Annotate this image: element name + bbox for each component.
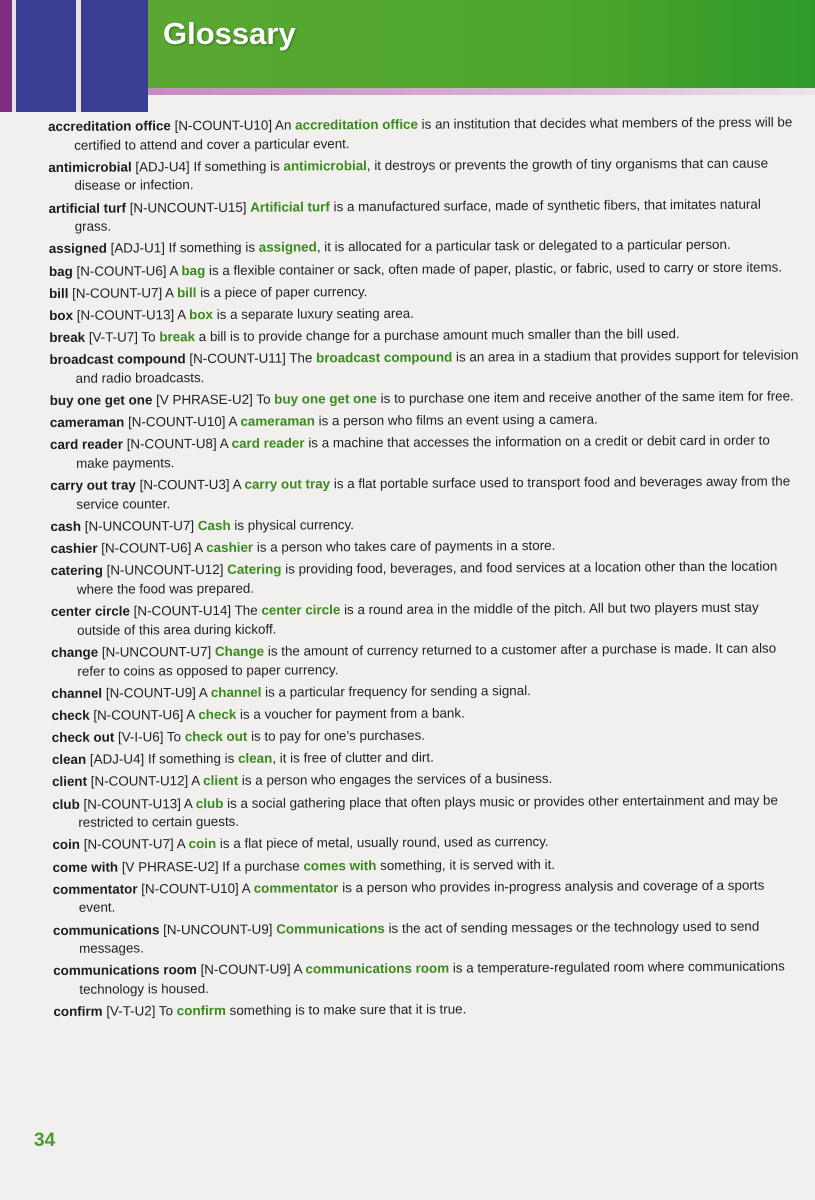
entry-term: bag: [48, 263, 73, 279]
entry-highlight: Communications: [276, 920, 385, 937]
entry-text: something is to make sure that it is true.: [229, 1001, 467, 1019]
entry-tag: [V PHRASE-U2]: [156, 391, 253, 408]
glossary-entry: [52, 725, 802, 748]
entry-highlight: confirm: [176, 1003, 226, 1019]
glossary-entry: [48, 113, 798, 155]
entry-highlight: buy one get one: [274, 391, 377, 407]
entry-highlight: cashier: [206, 539, 254, 556]
entry-text: A: [194, 540, 203, 556]
glossary-entry: [50, 513, 800, 536]
entry-term: coin: [52, 837, 81, 853]
glossary-entry: [50, 410, 800, 433]
entry-term: club: [52, 796, 80, 812]
entry-text: A: [191, 773, 200, 789]
entry-tag: [N-COUNT-U10]: [141, 880, 239, 897]
glossary-list: [48, 113, 804, 1025]
entry-highlight: commentator: [253, 880, 339, 896]
glossary-entry: [53, 854, 803, 877]
entry-tag: [N-COUNT-U7]: [72, 285, 163, 301]
entry-term: channel: [51, 685, 103, 701]
entry-text: is a social gathering place that often plays music or provides other entertainment and may be restricted to certain guests.: [78, 792, 778, 831]
entry-text: The: [289, 350, 313, 366]
entry-tag: [N-UNCOUNT-U7]: [84, 518, 195, 534]
entry-term: cash: [50, 518, 82, 534]
entry-tag: [N-COUNT-U11]: [189, 350, 286, 367]
glossary-entry: [52, 832, 802, 855]
entry-text: is the amount of currency returned to a customer after a purchase is made. It can also refer to coins as opposed to paper currency.: [77, 640, 777, 679]
entry-text: A: [241, 880, 250, 896]
entry-tag: [N-COUNT-U12]: [90, 773, 189, 790]
entry-highlight: card reader: [231, 435, 305, 452]
entry-text: , it is allocated for a particular task or delegated to a particular person.: [316, 237, 731, 255]
entry-text: To: [141, 329, 156, 345]
entry-tag: [N-UNCOUNT-U15]: [129, 199, 247, 216]
entry-highlight: check: [198, 706, 237, 722]
entry-text: A: [293, 961, 302, 977]
entry-highlight: communications room: [305, 960, 450, 977]
entry-highlight: Cash: [197, 517, 231, 534]
entry-text: A: [186, 707, 195, 723]
title-banner-underline: [148, 88, 815, 95]
entry-tag: [N-UNCOUNT-U7]: [101, 643, 212, 660]
entry-text: The: [234, 602, 258, 619]
entry-text: is a person who takes care of payments in a store.: [256, 538, 556, 555]
glossary-entry: [49, 236, 799, 259]
entry-text: A: [176, 836, 185, 852]
entry-term: cameraman: [49, 414, 125, 431]
entry-term: check out: [51, 729, 115, 746]
page-title: Glossary: [163, 16, 296, 51]
glossary-entry: [51, 639, 801, 681]
entry-highlight: antimicrobial: [283, 157, 367, 174]
entry-tag: [N-COUNT-U10]: [174, 117, 273, 134]
entry-highlight: bag: [181, 262, 206, 278]
entry-term: change: [51, 644, 99, 660]
glossary-entry: [49, 280, 799, 303]
glossary-entry: [53, 917, 803, 959]
glossary-entry: [51, 599, 801, 641]
entry-highlight: client: [203, 773, 239, 789]
entry-text: a bill is to provide change for a purchase amount much smaller than the bill used.: [198, 326, 680, 345]
entry-highlight: Artificial turf: [250, 198, 330, 215]
glossary-entry: [49, 347, 799, 389]
entry-highlight: channel: [210, 684, 262, 700]
entry-text: , it is free of clutter and dirt.: [272, 749, 434, 766]
entry-term: accreditation office: [48, 118, 171, 134]
entry-text: If a purchase: [222, 858, 300, 874]
entry-term: catering: [50, 563, 103, 579]
entry-term: confirm: [53, 1003, 103, 1020]
entry-tag: [N-COUNT-U14]: [133, 603, 232, 619]
entry-tag: [N-COUNT-U13]: [83, 795, 181, 812]
entry-text: A: [169, 262, 178, 278]
entry-text: is a piece of paper currency.: [200, 283, 368, 300]
entry-term: artificial turf: [48, 200, 126, 216]
entry-term: buy one get one: [49, 392, 153, 409]
entry-text: is a voucher for payment from a bank.: [239, 705, 465, 722]
entry-text: To: [256, 391, 271, 407]
glossary-entry: [49, 325, 799, 348]
glossary-entry: [53, 876, 803, 918]
glossary-entry: [53, 958, 803, 1000]
entry-term: assigned: [48, 240, 107, 257]
entry-text: is a person who engages the services of a business.: [241, 771, 553, 789]
entry-text: To: [166, 729, 182, 745]
entry-term: antimicrobial: [48, 159, 132, 175]
entry-text: is an institution that decides what members of the press will be certified to attend and cover a particular event.: [74, 114, 793, 153]
glossary-entry: [52, 769, 802, 792]
entry-tag: [V-I-U6]: [117, 729, 164, 745]
entry-tag: [N-COUNT-U9]: [200, 961, 291, 978]
entry-text: A: [177, 307, 186, 323]
entry-text: is to pay for one’s purchases.: [251, 727, 426, 744]
entry-highlight: broadcast compound: [316, 349, 453, 366]
stripe-blue: [81, 0, 148, 112]
glossary-entry: [51, 536, 801, 559]
entry-term: cashier: [50, 540, 98, 557]
entry-tag: [N-COUNT-U9]: [105, 684, 196, 701]
entry-highlight: accreditation office: [295, 116, 418, 133]
entry-text: A: [198, 684, 208, 700]
entry-term: box: [49, 307, 74, 323]
entry-term: clean: [51, 752, 87, 768]
entry-text: An: [274, 117, 292, 133]
entry-text: A: [165, 284, 174, 301]
entry-highlight: club: [195, 795, 224, 811]
entry-tag: [N-COUNT-U6]: [93, 707, 184, 723]
glossary-entry: [50, 432, 800, 474]
entry-tag: [N-COUNT-U13]: [76, 307, 175, 323]
entry-tag: [N-UNCOUNT-U9]: [163, 921, 273, 937]
entry-term: bill: [49, 285, 69, 301]
entry-tag: [ADJ-U1]: [110, 240, 165, 256]
glossary-entry: [52, 747, 802, 770]
entry-highlight: box: [189, 306, 213, 323]
entry-text: , it destroys or prevents the growth of tiny organisms that can cause disease or infection.: [74, 155, 769, 194]
glossary-entry: [49, 258, 799, 281]
glossary-entry: [53, 999, 803, 1022]
entry-tag: [V-T-U2]: [106, 1003, 156, 1019]
entry-tag: [N-COUNT-U10]: [128, 414, 226, 430]
entry-text: is a machine that accesses the information on a credit or debit card in order to make payments.: [76, 433, 770, 471]
entry-text: A: [232, 477, 241, 493]
entry-term: broadcast compound: [49, 351, 186, 368]
entry-text: is a manufactured surface, made of synthetic fibers, that imitates natural grass.: [74, 196, 761, 234]
entry-text: is an area in a stadium that provides support for television and radio broadcasts.: [75, 347, 799, 386]
entry-term: check: [51, 707, 90, 723]
entry-tag: [ADJ-U4]: [135, 158, 190, 175]
entry-term: come with: [52, 859, 119, 875]
entry-term: communications room: [53, 962, 197, 979]
entry-text: A: [228, 414, 237, 430]
entry-text: is a temperature-regulated room where communications technology is housed.: [79, 958, 785, 997]
entry-text: If something is: [193, 158, 280, 174]
entry-text: is physical currency.: [234, 517, 354, 533]
entry-term: commentator: [52, 881, 138, 897]
entry-highlight: cameraman: [240, 413, 315, 430]
glossary-entry: [50, 473, 800, 515]
entry-text: is a person who films an event using a camera.: [318, 411, 598, 429]
entry-tag: [V-T-U7]: [88, 329, 138, 345]
entry-tag: [N-COUNT-U3]: [139, 477, 230, 493]
entry-text: A: [219, 436, 228, 452]
entry-text: is a round area in the middle of the pitch. All but two players must stay outside of this area during kickoff.: [77, 599, 759, 638]
page-header: [0, 0, 815, 112]
entry-term: center circle: [50, 603, 130, 620]
glossary-entry: [50, 387, 800, 410]
entry-highlight: break: [159, 329, 196, 345]
entry-term: carry out tray: [50, 477, 136, 494]
entry-text: is providing food, beverages, and food services at a location other than the location where the food was prepared.: [76, 558, 778, 597]
entry-highlight: bill: [177, 284, 197, 300]
entry-tag: [N-UNCOUNT-U12]: [106, 562, 224, 579]
glossary-entry: [52, 791, 802, 833]
glossary-entry: [49, 302, 799, 325]
entry-tag: [N-COUNT-U6]: [101, 540, 192, 556]
entry-text: is a particular frequency for sending a signal.: [265, 682, 531, 700]
entry-term: break: [49, 329, 86, 346]
entry-tag: [N-COUNT-U8]: [126, 436, 217, 452]
entry-tag: [V PHRASE-U2]: [121, 858, 219, 875]
entry-text: If something is: [168, 240, 256, 256]
entry-text: is a flat piece of metal, usually round, used as currency.: [219, 834, 549, 852]
page-number: 34: [34, 1130, 56, 1151]
header-stripes: [0, 0, 148, 112]
entry-highlight: center circle: [261, 602, 341, 618]
entry-text: is to purchase one item and receive another of the same item for free.: [380, 388, 794, 407]
entry-highlight: Change: [214, 643, 265, 659]
entry-tag: [ADJ-U4]: [89, 751, 145, 768]
entry-term: client: [52, 774, 88, 790]
entry-term: card reader: [49, 436, 123, 453]
entry-highlight: coin: [188, 836, 217, 852]
entry-tag: [N-COUNT-U6]: [76, 262, 167, 279]
entry-highlight: comes with: [303, 857, 377, 874]
entry-tag: [N-COUNT-U7]: [83, 836, 174, 853]
entry-text: is the act of sending messages or the technology used to send messages.: [79, 918, 760, 957]
entry-text: To: [158, 1003, 174, 1019]
entry-highlight: clean: [237, 750, 273, 767]
entry-term: communications: [52, 921, 160, 938]
glossary-entry: [51, 680, 801, 703]
entry-highlight: Catering: [227, 561, 282, 578]
stripe-blue: [16, 0, 76, 112]
glossary-entry: [51, 558, 801, 600]
entry-highlight: assigned: [258, 239, 317, 256]
entry-text: something, it is served with it.: [380, 856, 556, 873]
stripe-purple: [0, 0, 12, 112]
glossary-entry: [48, 195, 798, 237]
entry-text: is a flexible container or sack, often made of paper, plastic, or fabric, used to carry or store items.: [208, 259, 783, 278]
entry-text: is a separate luxury seating area.: [216, 305, 414, 322]
entry-highlight: check out: [184, 728, 248, 745]
glossary-entry: [48, 154, 798, 196]
entry-highlight: carry out tray: [244, 476, 331, 493]
glossary-entry: [52, 702, 802, 725]
entry-text: is a person who provides in-progress analysis and coverage of a sports event.: [78, 877, 765, 916]
entry-text: is a flat portable surface used to transport food and beverages away from the service counter.: [76, 473, 791, 512]
entry-text: A: [183, 795, 193, 811]
entry-text: If something is: [147, 751, 235, 767]
